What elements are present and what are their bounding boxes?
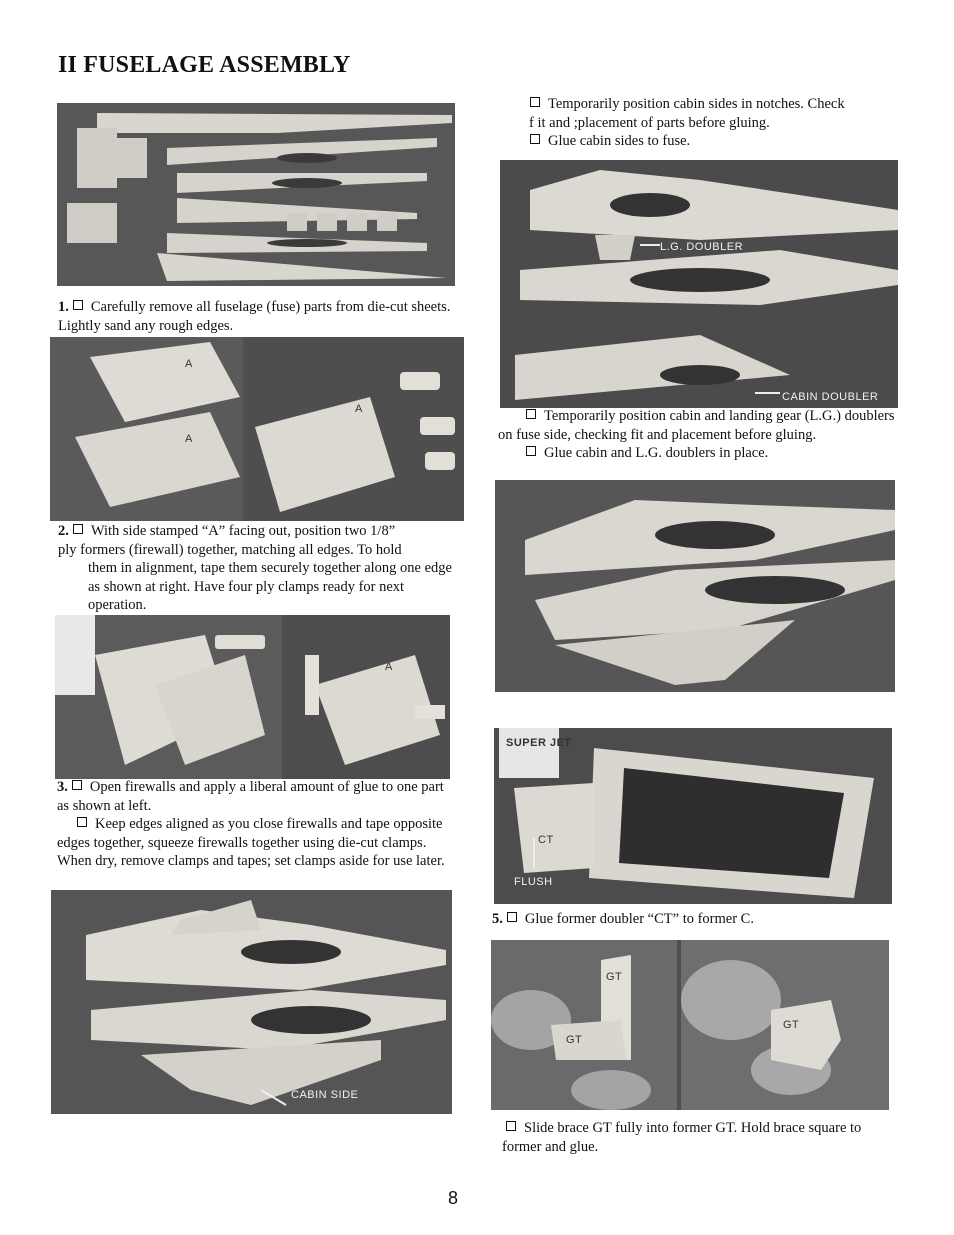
photo-firewall-glue-clamps bbox=[55, 615, 450, 779]
right-step-1-line-2: f it and ;placement of parts before gluing. bbox=[529, 114, 770, 131]
super-jet-label: SUPER JET bbox=[506, 737, 572, 749]
page-number: 8 bbox=[448, 1188, 459, 1208]
checkbox-icon bbox=[73, 300, 83, 310]
step-3-number: 3. bbox=[57, 779, 68, 795]
stamp-a-label: A bbox=[385, 661, 393, 673]
checkbox-icon bbox=[73, 524, 83, 534]
step-3-body: Open firewalls and apply a liberal amount of glue to one part as shown at left. bbox=[57, 779, 444, 814]
step-3b-body: Keep edges aligned as you close firewalls and tape opposite edges together, squeeze firewalls together using die-cut clamps. When dry, remove clamps and tapes; set clamps aside for use later. bbox=[57, 816, 445, 869]
checkbox-icon bbox=[530, 134, 540, 144]
photo-doublers bbox=[500, 160, 898, 408]
step-2-line-1: With side stamped “A” facing out, position two 1/8” bbox=[90, 523, 396, 539]
photo-brace-gt bbox=[491, 940, 889, 1110]
right-step-6-body: Slide brace GT fully into former GT. Hold brace square to former and glue. bbox=[502, 1120, 862, 1155]
step-2-number: 2. bbox=[58, 523, 69, 539]
gt-stamp-label: GT bbox=[783, 1019, 800, 1031]
right-step-2-body: Glue cabin sides to fuse. bbox=[548, 133, 691, 149]
step-2-text bbox=[58, 522, 458, 615]
step-2-line-2: ply formers (firewall) together, matching all edges. To hold bbox=[58, 541, 402, 558]
right-step-3-text bbox=[498, 407, 898, 463]
checkbox-icon bbox=[506, 1121, 516, 1131]
page-title: II FUSELAGE ASSEMBLY bbox=[58, 52, 351, 78]
step-5-number: 5. bbox=[492, 911, 503, 927]
cabin-doubler-label: CABIN DOUBLER bbox=[782, 391, 879, 403]
checkbox-icon bbox=[526, 409, 536, 419]
photo-glued-doublers bbox=[495, 480, 895, 692]
right-step-4-body: Glue cabin and L.G. doublers in place. bbox=[544, 445, 769, 461]
checkbox-icon bbox=[77, 817, 87, 827]
photo-former-ct-flush bbox=[494, 728, 892, 904]
step-1-number: 1. bbox=[58, 299, 69, 315]
checkbox-icon bbox=[530, 97, 540, 107]
flush-label: FLUSH bbox=[514, 876, 553, 888]
step-5-body: Glue former doubler “CT” to former C. bbox=[524, 911, 754, 927]
step-2-line-3: them in alignment, tape them securely together along one edge as shown at right. Have four ply clamps ready for next operation. bbox=[88, 560, 452, 613]
gt-stamp-label: GT bbox=[566, 1034, 583, 1046]
ct-stamp-label: CT bbox=[538, 834, 554, 846]
stamp-a-label: A bbox=[185, 358, 193, 370]
stamp-a-label: A bbox=[185, 433, 193, 445]
right-step-1-text bbox=[526, 95, 926, 151]
step-1-text bbox=[58, 298, 458, 335]
photo-cabin-side bbox=[51, 890, 452, 1114]
step-5-text bbox=[492, 910, 892, 929]
checkbox-icon bbox=[507, 912, 517, 922]
right-step-3-body: Temporarily position cabin and landing gear (L.G.) doublers on fuse side, checking fit and placement before gluing. bbox=[498, 408, 895, 443]
step-1-body: Carefully remove all fuselage (fuse) parts from die-cut sheets. Lightly sand any rough edges. bbox=[58, 299, 451, 334]
right-step-6-text bbox=[502, 1119, 902, 1156]
step-3-text bbox=[57, 778, 457, 871]
gt-stamp-label: GT bbox=[606, 971, 623, 983]
checkbox-icon bbox=[72, 780, 82, 790]
cabin-side-label: CABIN SIDE bbox=[291, 1089, 359, 1101]
photo-die-cut-parts bbox=[57, 103, 455, 286]
right-step-1-line-1: Temporarily position cabin sides in notches. Check bbox=[548, 96, 845, 112]
lg-doubler-label: L.G. DOUBLER bbox=[660, 241, 744, 253]
checkbox-icon bbox=[526, 446, 536, 456]
photo-firewall-formers bbox=[50, 337, 464, 521]
stamp-a-label: A bbox=[355, 403, 363, 415]
